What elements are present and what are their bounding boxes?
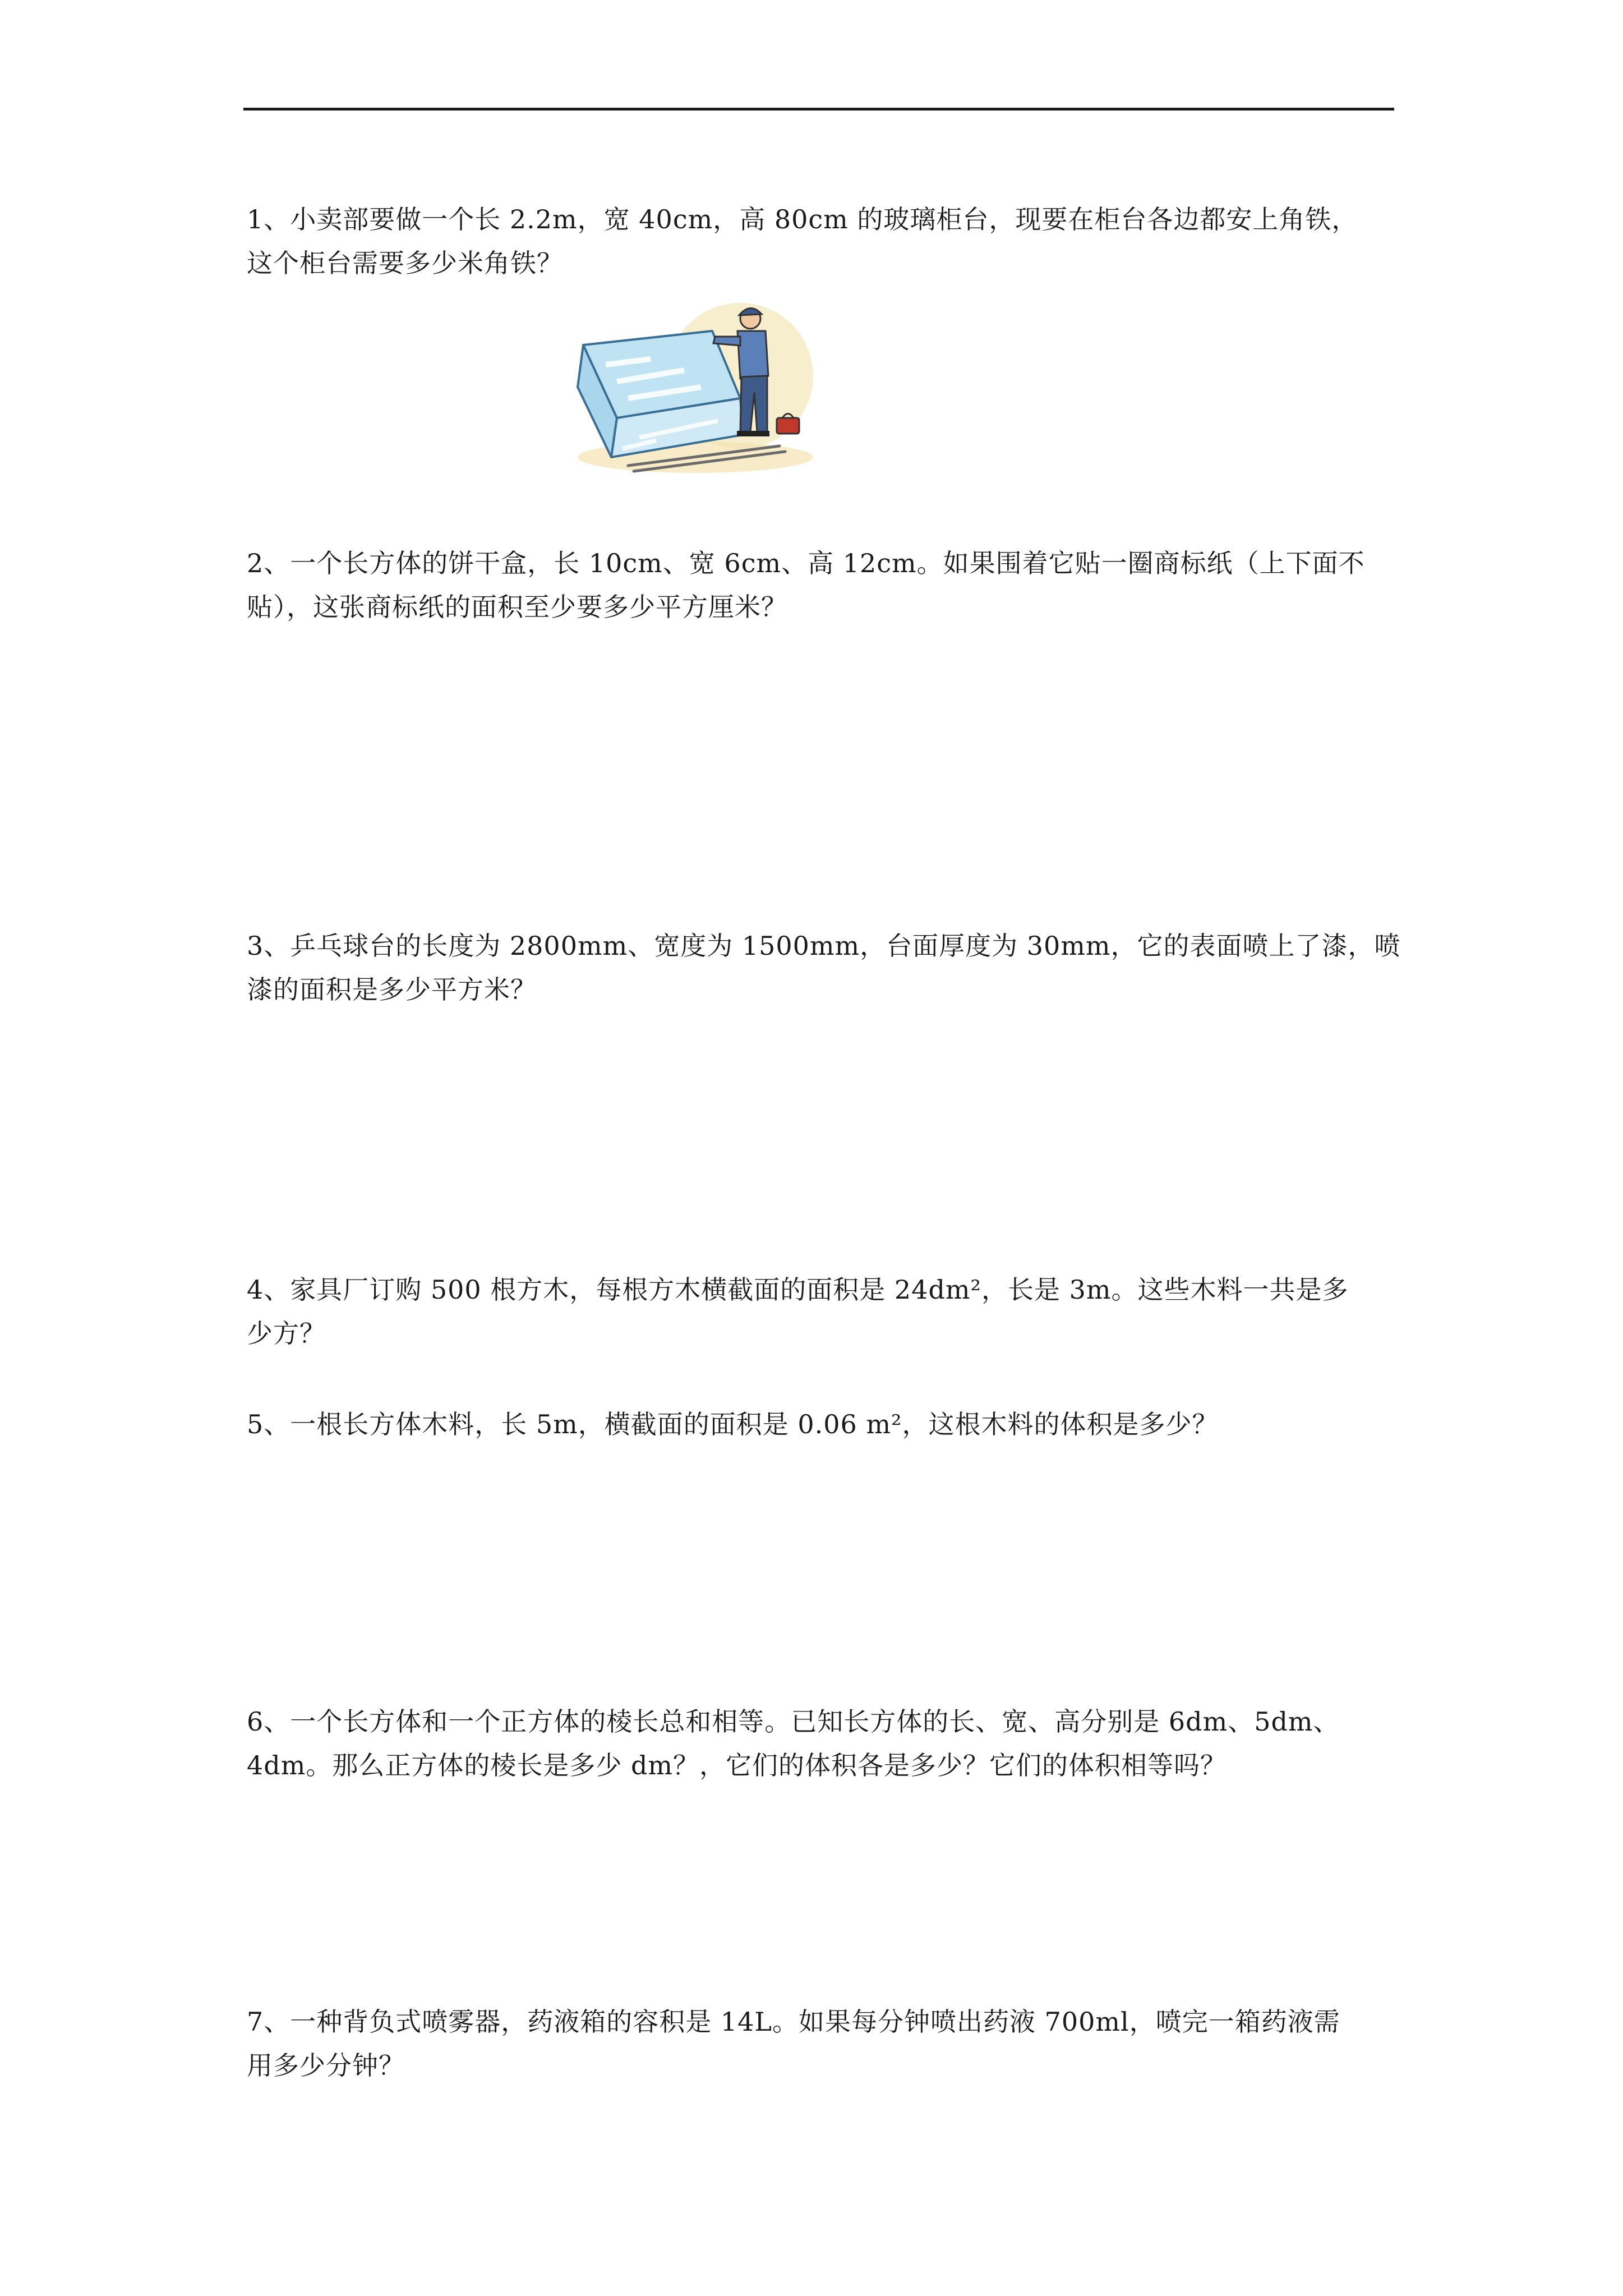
glass-counter [578,331,743,457]
question-6-line-1: 6、一个长方体和一个正方体的棱长总和相等。已知长方体的长、宽、高分别是 6dm、5dm、 [247,1706,1340,1737]
question-5 [247,1402,1396,1446]
question-3-line-2: 漆的面积是多少平方米？ [247,974,537,1005]
question-4 [247,1268,1396,1355]
question-6 [247,1700,1396,1787]
question-7 [247,2000,1396,2087]
question-4-line-2: 少方？ [247,1318,326,1349]
question-7-line-2: 用多少分钟？ [247,2050,405,2081]
question-1 [247,197,1396,285]
question-3 [247,924,1401,1011]
question-6-line-2: 4dm。那么正方体的棱长是多少 dm？，它们的体积各是多少？它们的体积相等吗？ [247,1750,1227,1780]
question-1-line-1: 1、小卖部要做一个长 2.2m，宽 40cm，高 80cm 的玻璃柜台，现要在柜台各边都安上角铁， [247,204,1358,234]
question-2-line-2: 贴），这张商标纸的面积至少要多少平方厘米？ [247,592,787,622]
question-1-line-2: 这个柜台需要多少米角铁？ [247,248,563,278]
question-4-line-1: 4、家具厂订购 500 根方木，每根方木横截面的面积是 24dm²，长是 3m。这些木料一共是多 [247,1274,1349,1305]
worker-with-glass-counter-illustration [572,297,819,482]
question-5-line-1: 5、一根长方体木料，长 5m，横截面的面积是 0.06 m²，这根木料的体积是多少？ [247,1409,1219,1439]
question-3-line-1: 3、乒乓球台的长度为 2800mm、宽度为 1500mm，台面厚度为 30mm，它的表面喷上了漆，喷 [247,931,1401,961]
question-7-line-1: 7、一种背负式喷雾器，药液箱的容积是 14L。如果每分钟喷出药液 700ml，喷完一箱药液需 [247,2007,1340,2037]
worker-torso [737,331,768,379]
worker-arm [713,337,740,346]
worker-shoes [737,431,769,436]
question-2-line-1: 2、一个长方体的饼干盒，长 10cm、宽 6cm、高 12cm。如果围着它贴一圈商标纸（上下面不 [247,548,1365,578]
header-rule [243,108,1394,111]
question-2 [247,541,1396,629]
